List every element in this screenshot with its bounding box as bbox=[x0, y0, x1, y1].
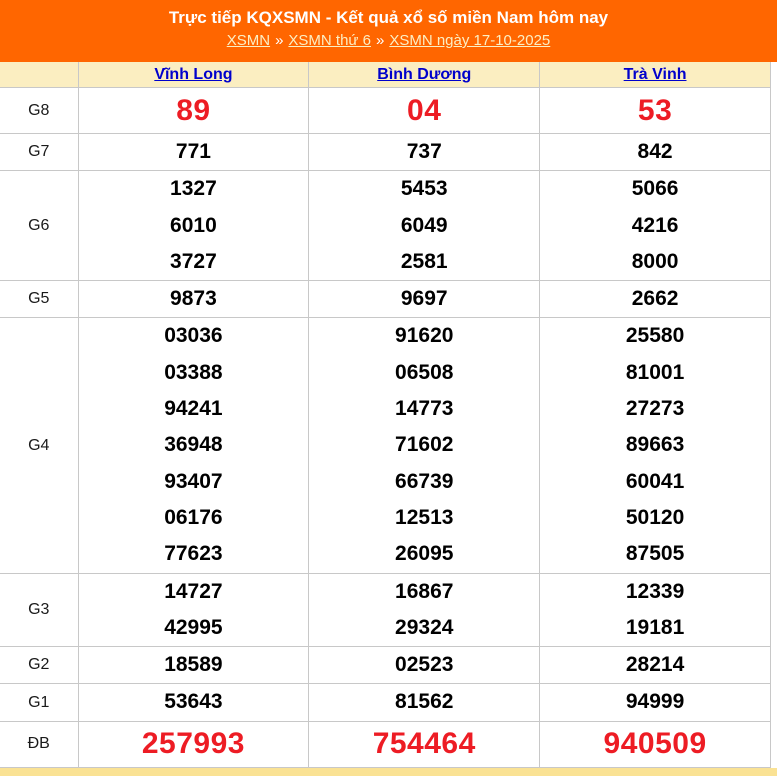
result-cell bbox=[540, 88, 771, 134]
result-number: 89 bbox=[176, 93, 211, 127]
result-number: 3727 bbox=[170, 249, 217, 273]
breadcrumb-separator: » bbox=[375, 32, 385, 49]
results-table bbox=[0, 62, 771, 768]
prize-row bbox=[0, 88, 771, 134]
result-number: 2581 bbox=[400, 249, 448, 273]
corner-cell bbox=[0, 62, 78, 88]
result-number: 06508 bbox=[395, 360, 454, 384]
result-cell bbox=[78, 318, 309, 573]
result-cell bbox=[309, 171, 540, 281]
result-cell bbox=[309, 88, 540, 134]
result-number: 6049 bbox=[400, 213, 448, 237]
result-cell bbox=[540, 684, 771, 721]
result-number: 26095 bbox=[395, 542, 454, 566]
result-cell bbox=[309, 318, 540, 573]
prize-row bbox=[0, 171, 771, 281]
result-number: 737 bbox=[406, 140, 442, 163]
result-number: 93407 bbox=[164, 469, 223, 493]
result-cell bbox=[540, 318, 771, 573]
prize-label: G7 bbox=[0, 134, 78, 171]
bottom-strip bbox=[0, 768, 777, 776]
result-number: 9873 bbox=[170, 287, 217, 311]
result-cell bbox=[78, 281, 309, 318]
result-number: 42995 bbox=[164, 615, 223, 639]
result-number: 04 bbox=[407, 93, 442, 127]
result-number: 8000 bbox=[631, 249, 679, 273]
result-number: 02523 bbox=[395, 653, 454, 677]
breadcrumb-separator: » bbox=[275, 32, 284, 49]
result-number: 25580 bbox=[625, 324, 685, 348]
result-number: 2662 bbox=[631, 287, 679, 311]
result-number: 18589 bbox=[164, 653, 223, 677]
result-number: 754464 bbox=[372, 727, 476, 761]
result-number: 03388 bbox=[164, 360, 223, 384]
result-number: 5066 bbox=[631, 177, 679, 201]
result-cell bbox=[540, 171, 771, 281]
prize-row bbox=[0, 573, 771, 647]
result-number: 71602 bbox=[395, 433, 454, 457]
result-cell bbox=[309, 573, 540, 647]
prize-label: ĐB bbox=[0, 721, 78, 767]
prize-label: G5 bbox=[0, 281, 78, 318]
result-number: 29324 bbox=[395, 615, 454, 639]
province-header-cell bbox=[78, 62, 309, 88]
prize-row bbox=[0, 318, 771, 573]
breadcrumb-link[interactable]: XSMN bbox=[226, 32, 271, 49]
result-cell bbox=[78, 573, 309, 647]
prize-label: G3 bbox=[0, 573, 78, 647]
result-number: 60041 bbox=[625, 469, 685, 493]
prize-row bbox=[0, 134, 771, 171]
result-cell bbox=[78, 88, 309, 134]
prize-row bbox=[0, 721, 771, 767]
result-number: 81001 bbox=[625, 360, 685, 384]
result-number: 28214 bbox=[625, 653, 685, 677]
result-number: 94241 bbox=[164, 397, 223, 421]
result-number: 81562 bbox=[395, 690, 454, 714]
result-number: 771 bbox=[175, 140, 211, 163]
page-title: Trực tiếp KQXSMN - Kết quả xổ số miền Nam hôm nay bbox=[168, 8, 609, 27]
result-cell bbox=[78, 134, 309, 171]
result-cell bbox=[309, 647, 540, 684]
result-cell bbox=[78, 684, 309, 721]
result-number: 940509 bbox=[603, 727, 707, 761]
result-number: 06176 bbox=[164, 505, 223, 529]
result-cell bbox=[309, 281, 540, 318]
result-cell bbox=[540, 281, 771, 318]
result-number: 5453 bbox=[400, 177, 448, 201]
result-number: 66739 bbox=[395, 469, 454, 493]
result-cell bbox=[78, 647, 309, 684]
result-number: 27273 bbox=[625, 397, 685, 421]
result-number: 12513 bbox=[395, 505, 454, 529]
result-cell bbox=[540, 134, 771, 171]
result-number: 16867 bbox=[395, 579, 454, 603]
prize-row bbox=[0, 281, 771, 318]
result-cell bbox=[78, 721, 309, 767]
result-number: 4216 bbox=[631, 213, 679, 237]
result-number: 6010 bbox=[170, 213, 217, 237]
breadcrumb bbox=[0, 30, 777, 51]
result-number: 77623 bbox=[164, 542, 223, 566]
province-link[interactable]: Vĩnh Long bbox=[154, 65, 233, 83]
result-number: 14727 bbox=[164, 579, 223, 603]
prize-label: G8 bbox=[0, 88, 78, 134]
result-number: 36948 bbox=[164, 433, 223, 457]
breadcrumb-link[interactable]: XSMN thứ 6 bbox=[288, 32, 371, 49]
result-cell bbox=[540, 573, 771, 647]
province-header-row bbox=[0, 62, 771, 88]
prize-label: G4 bbox=[0, 318, 78, 573]
prize-label: G2 bbox=[0, 647, 78, 684]
result-cell bbox=[309, 134, 540, 171]
result-number: 87505 bbox=[625, 542, 685, 566]
result-number: 53 bbox=[637, 93, 673, 127]
result-number: 03036 bbox=[164, 324, 223, 348]
result-number: 89663 bbox=[625, 433, 685, 457]
province-header-cell bbox=[309, 62, 540, 88]
result-cell bbox=[309, 684, 540, 721]
breadcrumb-link[interactable]: XSMN ngày 17-10-2025 bbox=[389, 32, 551, 49]
result-number: 53643 bbox=[164, 690, 223, 714]
prize-label: G1 bbox=[0, 684, 78, 721]
result-cell bbox=[540, 721, 771, 767]
prize-row bbox=[0, 647, 771, 684]
page-header bbox=[0, 0, 777, 62]
province-link[interactable]: Trà Vinh bbox=[623, 65, 687, 83]
result-cell bbox=[309, 721, 540, 767]
result-number: 50120 bbox=[625, 505, 685, 529]
result-number: 9697 bbox=[400, 287, 448, 311]
province-link[interactable]: Bình Dương bbox=[377, 65, 472, 83]
result-cell bbox=[540, 647, 771, 684]
result-number: 257993 bbox=[141, 727, 245, 761]
result-number: 842 bbox=[637, 140, 673, 163]
result-cell bbox=[78, 171, 309, 281]
prize-row bbox=[0, 684, 771, 721]
result-number: 19181 bbox=[625, 615, 685, 639]
result-number: 14773 bbox=[395, 397, 454, 421]
result-number: 91620 bbox=[395, 324, 454, 348]
result-number: 94999 bbox=[625, 690, 685, 714]
province-header-cell bbox=[540, 62, 771, 88]
prize-label: G6 bbox=[0, 171, 78, 281]
result-number: 12339 bbox=[625, 579, 685, 603]
result-number: 1327 bbox=[170, 177, 217, 201]
